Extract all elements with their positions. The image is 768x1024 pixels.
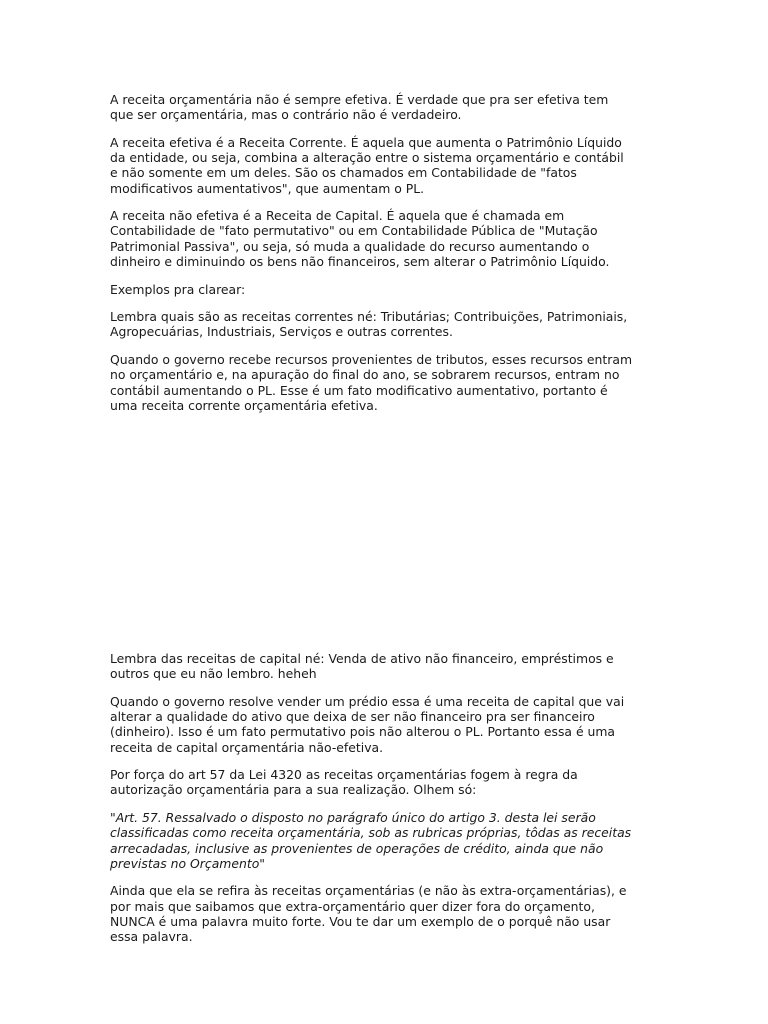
paragraph-art-57-intro: Por força do art 57 da Lei 4320 as receitas orçamentárias fogem à regra da autorização orçamentária para a sua realização. Olhem só: xyxy=(110,767,578,798)
paragraph-exemplos: Exemplos pra clarear: xyxy=(110,281,246,297)
text-section-top xyxy=(110,92,670,413)
paragraph-receita-efetiva: A receita efetiva é a Receita Corrente. É aquela que aumenta o Patrimônio Líquido da entidade, ou seja, combina a alteração entre o sistema orçamentário e contábil e não somente em um deles. São os chamados em Contabilidade de "fatos modificativos aumentativos", que aumentam o PL. xyxy=(110,134,624,196)
paragraph-extra-orcamentarias: Ainda que ela se refira às receitas orçamentárias (e não às extra-orçamentárias), e por mais que saibamos que extra-orçamentário quer dizer fora do orçamento, NUNCA é uma palavra muito forte. Vou te dar um exemplo de o porquê não usar essa palavra. xyxy=(110,883,627,945)
paragraph-venda-predio: Quando o governo resolve vender um prédio essa é uma receita de capital que vai alterar a qualidade do ativo que deixa de ser não financeiro pra ser financeiro (dinheiro). Isso é um fato permutativo pois não alterou o PL. Portanto essa é uma receita de capital orçamentária não-efetiva. xyxy=(110,693,625,755)
paragraph-governo-tributos: Quando o governo recebe recursos provenientes de tributos, esses recursos entram no orçamentário e, na apuração do final do ano, se sobrarem recursos, entram no contábil aumentando o PL. Esse é um fato modificativo aumentativo, portanto é uma receita corrente orçamentária efetiva. xyxy=(110,352,633,413)
paragraph-receita-nao-efetiva: A receita não efetiva é a Receita de Capital. É aquela que é chamada em Contabilidade de "fato permutativo" ou em Contabilidade Pública de "Mutação Patrimonial Passiva", ou seja, só muda a qualidade do recurso aumentando o dinheiro e diminuindo os bens não financeiros, sem alterar o Patrimônio Líquido. xyxy=(110,208,610,269)
quote-art-57: "Art. 57. Ressalvado o disposto no parágrafo único do artigo 3. desta lei serão classificadas como receita orçamentária, sob as rubricas próprias, tôdas as receitas arrecadadas, inclusive as provenientes de operações de crédito, ainda que não previstas no Orçamento" xyxy=(110,810,632,871)
paragraph-receita-orcamentaria: A receita orçamentária não é sempre efetiva. É verdade que pra ser efetiva tem que ser orçamentária, mas o contrário não é verdadeiro. xyxy=(110,92,609,123)
paragraph-receitas-correntes: Lembra quais são as receitas correntes né: Tributárias; Contribuições, Patrimoniais, Agropecuárias, Industriais, Serviços e outras correntes. xyxy=(110,309,628,340)
text-section-bottom xyxy=(110,651,670,944)
paragraph-receitas-capital: Lembra das receitas de capital né: Venda de ativo não financeiro, empréstimos e outros que eu não lembro. heheh xyxy=(110,651,614,682)
